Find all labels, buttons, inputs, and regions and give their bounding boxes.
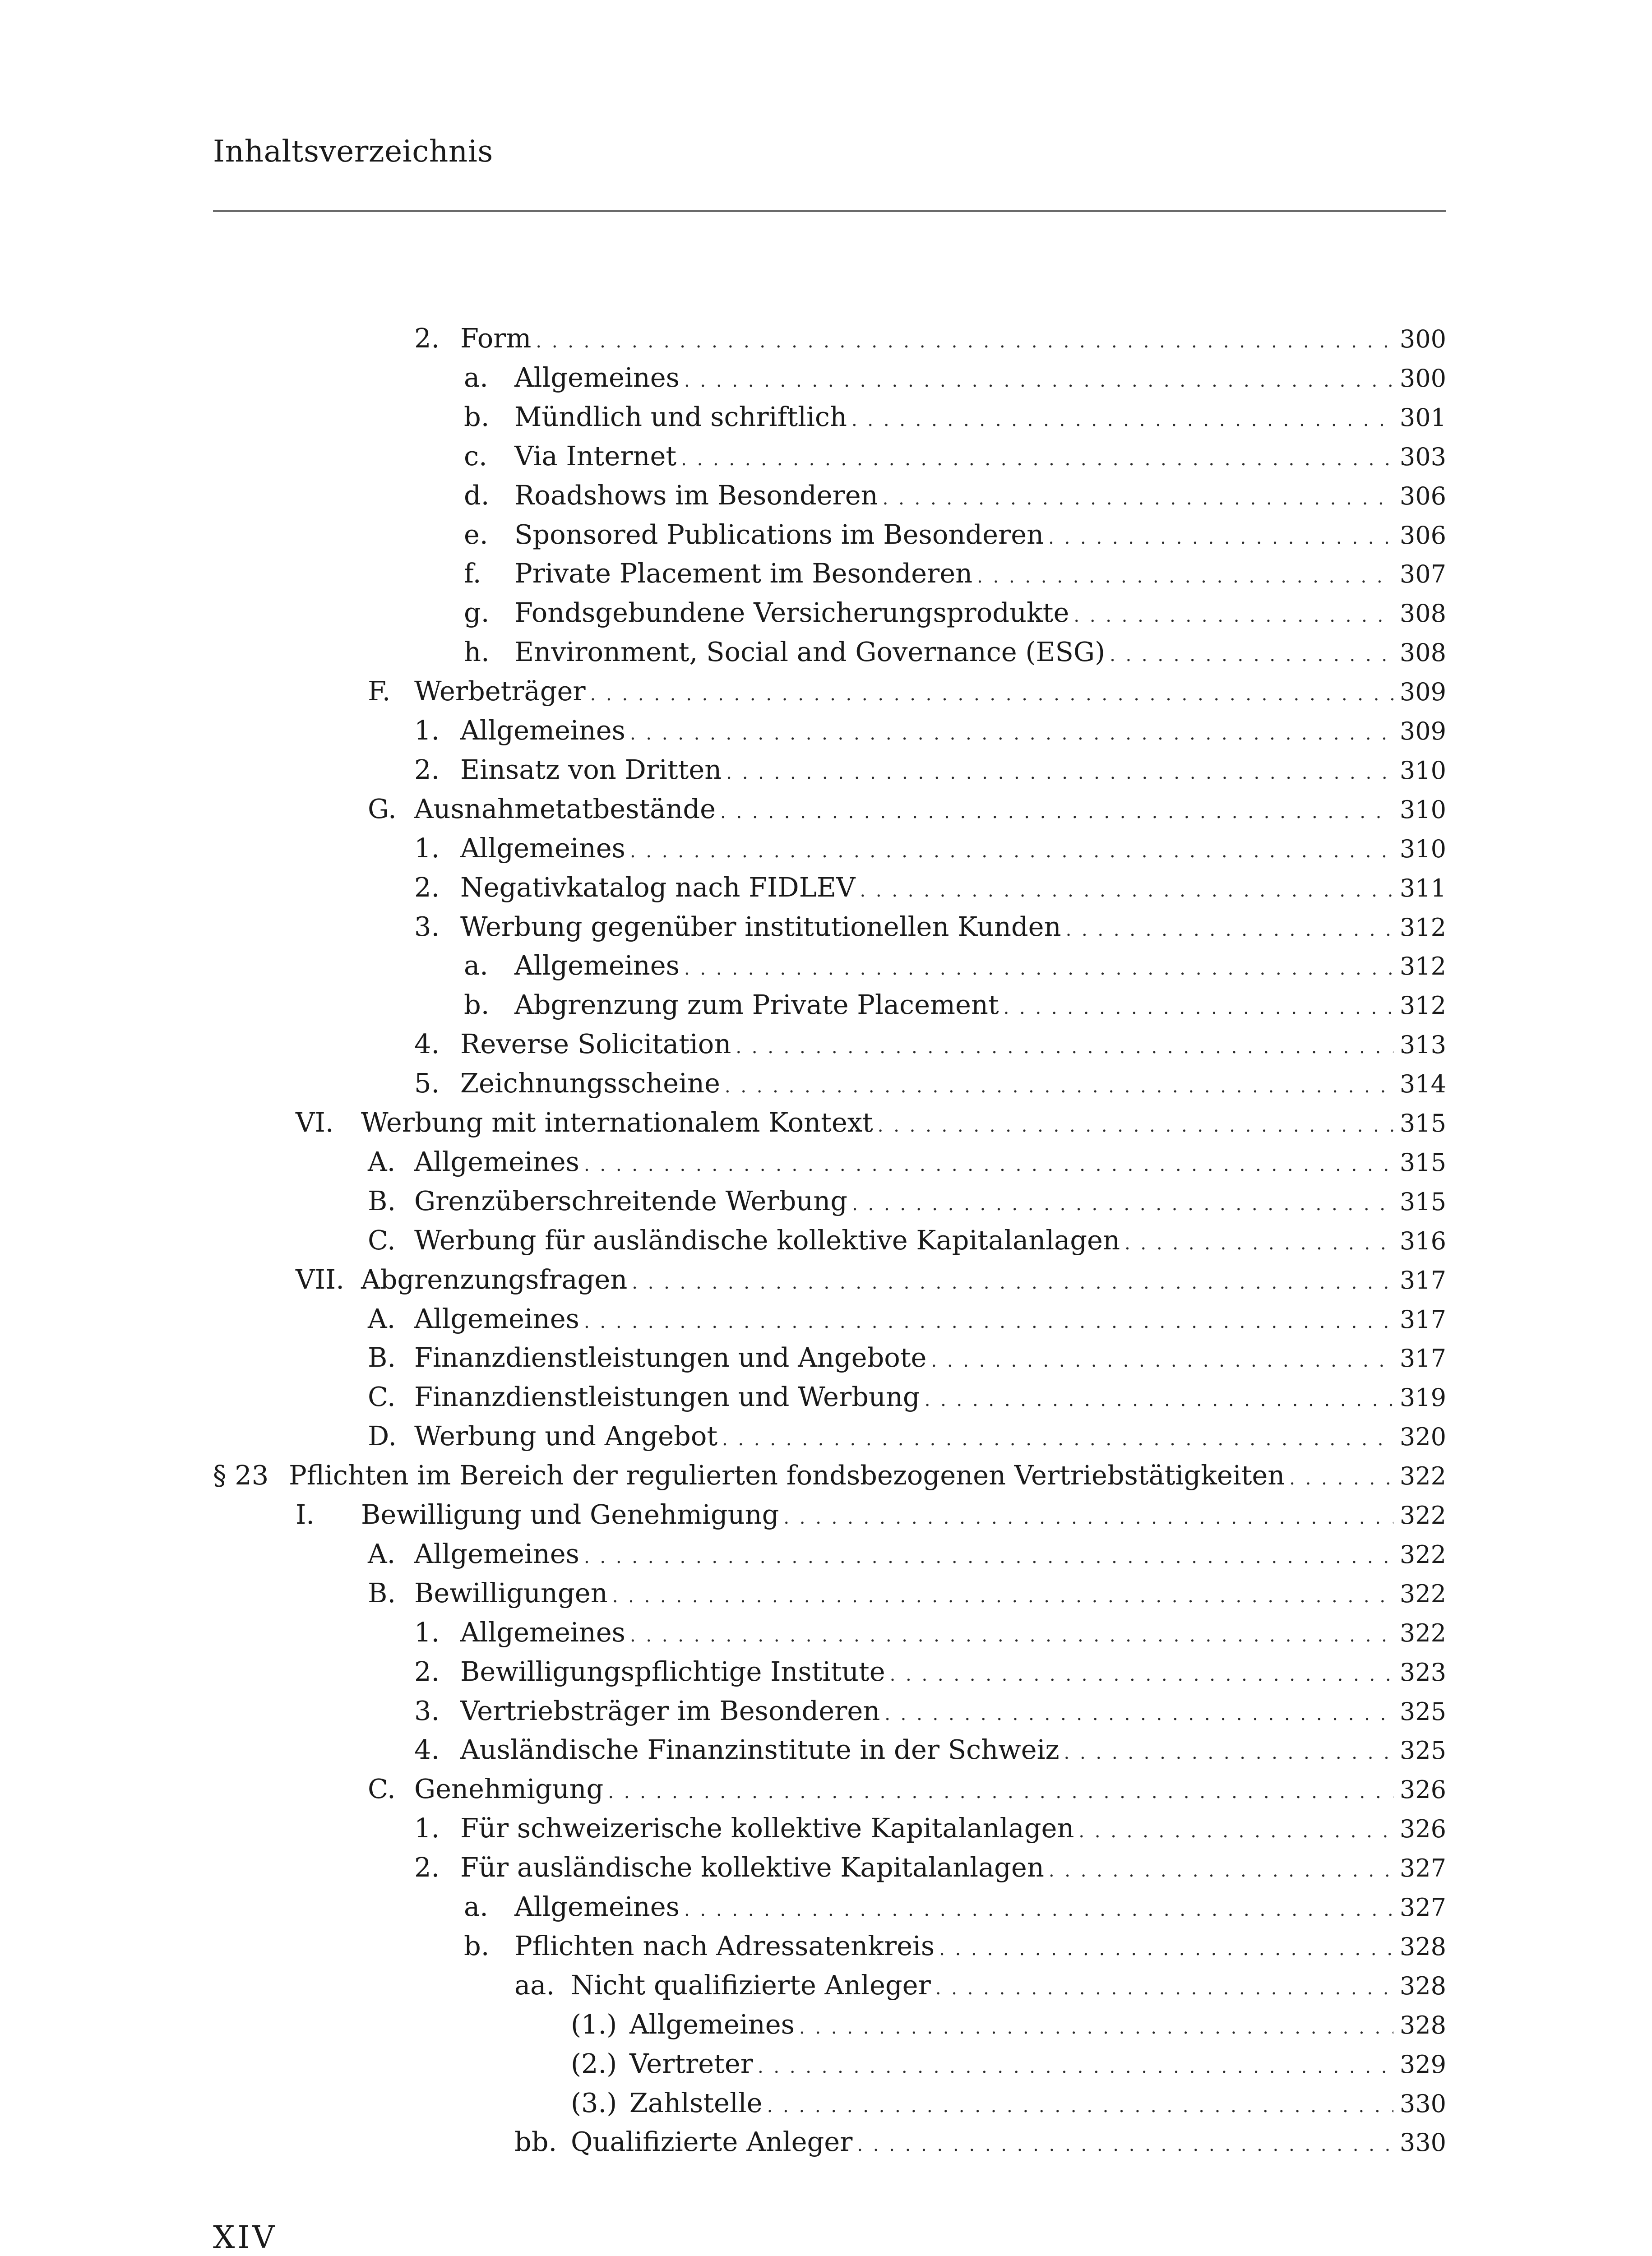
toc-entry <box>0 1693 1652 1732</box>
toc-entry-page: 326 <box>1399 1815 1446 1843</box>
toc-entry-page: 325 <box>1399 1697 1446 1726</box>
toc-entry-page: 328 <box>1399 2011 1446 2039</box>
toc-entry-page: 328 <box>1399 1972 1446 2000</box>
toc-entry <box>0 1497 1652 1536</box>
toc-entry-title: Allgemeines <box>514 1891 680 1922</box>
toc-entry-number: d. <box>464 480 490 511</box>
toc-entry-title: Werbung und Angebot <box>414 1420 718 1452</box>
dot-leader <box>684 363 1393 399</box>
toc-entry-page: 317 <box>1399 1344 1446 1373</box>
toc-entry-page: 322 <box>1399 1580 1446 1608</box>
dot-leader <box>883 481 1393 517</box>
toc-entry-title: Environment, Social and Governance (ESG) <box>514 636 1106 667</box>
toc-entry <box>0 1418 1652 1457</box>
dot-leader <box>736 1029 1393 1065</box>
dot-leader <box>851 402 1393 438</box>
toc-entry <box>0 1340 1652 1379</box>
toc-entry-page: 300 <box>1399 325 1446 353</box>
toc-entry-page: 327 <box>1399 1893 1446 1922</box>
toc-entry-number: 2. <box>414 1852 440 1883</box>
toc-entry-page: 322 <box>1399 1540 1446 1569</box>
toc-entry <box>0 1301 1652 1340</box>
toc-entry-number: 2. <box>414 1656 440 1687</box>
toc-entry-number: f. <box>464 558 481 589</box>
toc-entry-number: b. <box>464 401 490 432</box>
toc-entry-title: Vertriebsträger im Besonderen <box>460 1695 880 1726</box>
toc-entry <box>0 1654 1652 1693</box>
toc-entry-number: b. <box>464 989 490 1020</box>
toc-entry-number: 1. <box>414 832 440 864</box>
dot-leader <box>726 755 1393 791</box>
toc-entry-page: 315 <box>1399 1148 1446 1177</box>
toc-entry-title: Pflichten nach Adressatenkreis <box>514 1930 935 1961</box>
toc-entry-title: Sponsored Publications im Besonderen <box>514 519 1044 550</box>
toc-entry-page: 317 <box>1399 1305 1446 1334</box>
toc-entry-title: Bewilligungen <box>414 1577 608 1609</box>
toc-entry <box>0 1262 1652 1301</box>
toc-entry-title: Ausländische Finanzinstitute in der Schweiz <box>460 1734 1060 1765</box>
toc-entry-number: F. <box>368 675 391 707</box>
toc-entry-number: 2. <box>414 323 440 354</box>
dot-leader <box>1064 1735 1393 1771</box>
toc-entry-number: 3. <box>414 911 440 942</box>
toc-entry <box>0 1065 1652 1105</box>
dot-leader <box>1078 1813 1393 1849</box>
dot-leader <box>684 951 1393 987</box>
toc-entry-number: A. <box>368 1538 396 1569</box>
page-number: XIV <box>213 2220 278 2256</box>
dot-leader <box>630 1618 1393 1654</box>
toc-entry <box>0 320 1652 360</box>
toc-entry-number: c. <box>464 440 487 472</box>
toc-entry-page: 311 <box>1399 874 1446 902</box>
toc-entry-title: Für schweizerische kollektive Kapitalanlagen <box>460 1812 1074 1844</box>
dot-leader <box>536 324 1393 360</box>
toc-entry-number: 1. <box>414 1812 440 1844</box>
toc-entry-title: Allgemeines <box>414 1146 579 1177</box>
toc-entry-number: bb. <box>514 2126 557 2157</box>
toc-entry-title: Allgemeines <box>414 1303 579 1334</box>
toc-entry-title: Allgemeines <box>414 1538 579 1569</box>
toc-entry-number: e. <box>464 519 488 550</box>
dot-leader <box>684 1892 1393 1928</box>
toc-entry-page: 310 <box>1399 756 1446 785</box>
toc-entry-title: Allgemeines <box>460 832 625 864</box>
toc-entry-title: Finanzdienstleistungen und Angebote <box>414 1342 927 1373</box>
toc-entry-title: Nicht qualifizierte Anleger <box>571 1969 931 2001</box>
dot-leader <box>612 1578 1393 1614</box>
toc-entry-page: 327 <box>1399 1854 1446 1882</box>
toc-entry <box>0 2085 1652 2124</box>
toc-entry-title: Allgemeines <box>514 362 680 393</box>
toc-entry-page: 308 <box>1399 638 1446 667</box>
toc-entry <box>0 360 1652 399</box>
toc-entry <box>0 791 1652 830</box>
toc-entry <box>0 634 1652 673</box>
toc-entry <box>0 1379 1652 1418</box>
dot-leader <box>977 559 1393 595</box>
toc-entry-number: C. <box>368 1225 396 1256</box>
toc-entry-number: aa. <box>514 1969 555 2001</box>
toc-entry-page: 307 <box>1399 560 1446 588</box>
toc-entry <box>0 1183 1652 1222</box>
toc-entry-page: 309 <box>1399 717 1446 745</box>
dot-leader <box>584 1304 1393 1340</box>
toc-entry-page: 310 <box>1399 835 1446 863</box>
toc-entry-title: Allgemeines <box>514 950 680 981</box>
toc-entry <box>0 987 1652 1026</box>
toc-entry-page: 322 <box>1399 1501 1446 1530</box>
dot-leader <box>1004 990 1393 1026</box>
dot-leader <box>720 794 1393 830</box>
toc-entry <box>0 2124 1652 2163</box>
toc-entry-number: G. <box>368 793 397 824</box>
toc-entry-number: 2. <box>414 872 440 903</box>
toc-entry-title: Abgrenzung zum Private Placement <box>514 989 999 1020</box>
dot-leader <box>590 676 1393 712</box>
toc-entry-title: Finanzdienstleistungen und Werbung <box>414 1381 920 1412</box>
toc-entry-page: 309 <box>1399 678 1446 706</box>
dot-leader <box>722 1421 1393 1457</box>
toc-entry-number: § 23 <box>213 1460 269 1491</box>
toc-entry-page: 314 <box>1399 1070 1446 1098</box>
toc-entry <box>0 909 1652 948</box>
toc-entry <box>0 1614 1652 1654</box>
toc-entry-number: I. <box>296 1499 315 1530</box>
toc-entry-title: Via Internet <box>514 440 677 472</box>
toc-entry <box>0 517 1652 556</box>
toc-entry-title: Private Placement im Besonderen <box>514 558 973 589</box>
toc-entry-page: 313 <box>1399 1031 1446 1059</box>
toc-entry-number: 1. <box>414 715 440 746</box>
toc-entry <box>0 1928 1652 1967</box>
dot-leader <box>681 441 1393 477</box>
toc-entry-number: B. <box>368 1577 396 1609</box>
toc-entry-page: 306 <box>1399 521 1446 550</box>
toc-entry-number: A. <box>368 1303 396 1334</box>
toc-entry-title: Allgemeines <box>460 715 625 746</box>
dot-leader <box>584 1539 1393 1575</box>
toc-entry-page: 319 <box>1399 1383 1446 1412</box>
toc-entry-title: Werbung für ausländische kollektive Kapitalanlagen <box>414 1225 1120 1256</box>
toc-entry-title: Abgrenzungsfragen <box>361 1264 628 1295</box>
dot-leader <box>860 873 1393 909</box>
toc-entry <box>0 1105 1652 1144</box>
toc-entry-title: Zeichnungsscheine <box>460 1068 720 1099</box>
toc-entry-title: Werbung mit internationalem Kontext <box>361 1107 873 1138</box>
toc-entry-page: 301 <box>1399 403 1446 432</box>
toc-entry <box>0 555 1652 595</box>
toc-entry-page: 325 <box>1399 1736 1446 1765</box>
toc-entry <box>0 1889 1652 1928</box>
toc-entry-page: 322 <box>1399 1462 1446 1490</box>
dot-leader <box>758 2049 1393 2085</box>
dot-leader <box>939 1931 1393 1967</box>
toc-entry-page: 316 <box>1399 1227 1446 1255</box>
toc-entry-title: Werbeträger <box>414 675 586 707</box>
toc-entry-title: Werbung gegenüber institutionellen Kunden <box>460 911 1061 942</box>
toc-entry-page: 303 <box>1399 443 1446 471</box>
toc-entry <box>0 399 1652 438</box>
dot-leader <box>1066 912 1393 948</box>
toc-entry-number: (1.) <box>571 2009 617 2040</box>
toc-entry-page: 300 <box>1399 364 1446 393</box>
dot-leader <box>1110 637 1393 673</box>
toc-entry <box>0 477 1652 517</box>
toc-entry-number: D. <box>368 1420 397 1452</box>
dot-leader <box>725 1068 1393 1105</box>
toc-entry-number: 3. <box>414 1695 440 1726</box>
toc-entry <box>0 2006 1652 2046</box>
toc-entry-number: B. <box>368 1185 396 1216</box>
toc-entry-number: (3.) <box>571 2087 617 2118</box>
toc-entry <box>0 1457 1652 1497</box>
toc-entry-title: Mündlich und schriftlich <box>514 401 847 432</box>
toc-entry-number: B. <box>368 1342 396 1373</box>
dot-leader <box>584 1147 1393 1183</box>
toc-entry-page: 328 <box>1399 1932 1446 1961</box>
toc-entry-title: Negativkatalog nach FIDLEV <box>460 872 856 903</box>
dot-leader <box>630 833 1393 869</box>
toc-entry <box>0 1536 1652 1575</box>
dot-leader <box>767 2088 1393 2124</box>
toc-entry <box>0 2046 1652 2085</box>
toc-entry-page: 315 <box>1399 1109 1446 1137</box>
toc-entry-number: b. <box>464 1930 490 1961</box>
toc-entry-page: 330 <box>1399 2128 1446 2157</box>
toc-entry <box>0 1575 1652 1614</box>
toc-entry-number: VI. <box>296 1107 334 1138</box>
toc-entry <box>0 438 1652 477</box>
toc-entry-title: Bewilligung und Genehmigung <box>361 1499 779 1530</box>
toc-entry <box>0 1222 1652 1262</box>
toc-entry-page: 326 <box>1399 1775 1446 1804</box>
toc-entry-page: 306 <box>1399 482 1446 510</box>
toc-entry-number: g. <box>464 597 490 628</box>
toc-entry-title: Pflichten im Bereich der regulierten fondsbezogenen Vertriebstätigkeiten <box>289 1460 1285 1491</box>
dot-leader <box>935 1970 1393 2006</box>
toc-entry <box>0 1026 1652 1065</box>
toc-entry-number: 2. <box>414 754 440 785</box>
toc-entry-page: 312 <box>1399 913 1446 942</box>
toc-entry-title: Einsatz von Dritten <box>460 754 722 785</box>
toc-entry <box>0 1732 1652 1771</box>
running-header-title: Inhaltsverzeichnis <box>213 134 493 169</box>
toc-entry <box>0 830 1652 869</box>
dot-leader <box>1048 520 1393 556</box>
toc-entry-title: Für ausländische kollektive Kapitalanlagen <box>460 1852 1044 1883</box>
toc-entry-number: a. <box>464 362 488 393</box>
toc-entry-number: C. <box>368 1381 396 1412</box>
dot-leader <box>1124 1225 1393 1262</box>
toc-entry-number: 1. <box>414 1617 440 1648</box>
toc-entry-number: A. <box>368 1146 396 1177</box>
dot-leader <box>632 1265 1393 1301</box>
toc-entry-title: Grenzüberschreitende Werbung <box>414 1185 848 1216</box>
toc-entry-page: 310 <box>1399 795 1446 824</box>
toc-entry-page: 315 <box>1399 1188 1446 1216</box>
dot-leader <box>1049 1853 1393 1889</box>
toc-entry <box>0 1144 1652 1183</box>
toc-entry-number: a. <box>464 950 488 981</box>
toc-entry <box>0 595 1652 634</box>
dot-leader <box>1074 598 1393 634</box>
toc-entry-title: Form <box>460 323 532 354</box>
toc-entry-number: 4. <box>414 1028 440 1059</box>
toc-entry-page: 320 <box>1399 1423 1446 1451</box>
toc-entry-number: VII. <box>296 1264 344 1295</box>
dot-leader <box>925 1382 1393 1418</box>
toc-entry-number: C. <box>368 1773 396 1804</box>
dot-leader <box>608 1774 1393 1810</box>
toc-entry <box>0 1967 1652 2006</box>
toc-entry-title: Allgemeines <box>629 2009 795 2040</box>
dot-leader <box>890 1657 1393 1693</box>
toc-entry-title: Genehmigung <box>414 1773 604 1804</box>
dot-leader <box>857 2127 1393 2163</box>
toc-entry <box>0 673 1652 712</box>
toc-entry-title: Fondsgebundene Versicherungsprodukte <box>514 597 1069 628</box>
toc-entry-page: 308 <box>1399 599 1446 628</box>
dot-leader <box>799 2010 1393 2046</box>
toc-entry-title: Vertreter <box>629 2048 753 2079</box>
toc-entry <box>0 712 1652 752</box>
toc-entry-title: Ausnahmetatbestände <box>414 793 716 824</box>
dot-leader <box>852 1186 1393 1222</box>
toc-entry <box>0 948 1652 987</box>
toc-entry <box>0 1849 1652 1889</box>
toc-entry-title: Reverse Solicitation <box>460 1028 731 1059</box>
dot-leader <box>931 1343 1393 1379</box>
dot-leader <box>878 1108 1393 1144</box>
toc-entry <box>0 752 1652 791</box>
toc-entry-title: Allgemeines <box>460 1617 625 1648</box>
toc-entry-page: 323 <box>1399 1658 1446 1687</box>
toc-entry <box>0 1810 1652 1849</box>
toc-entry-page: 317 <box>1399 1266 1446 1294</box>
toc-entry-title: Qualifizierte Anleger <box>571 2126 853 2157</box>
dot-leader <box>1289 1461 1393 1497</box>
dot-leader <box>884 1696 1393 1732</box>
toc-entry-title: Bewilligungspflichtige Institute <box>460 1656 885 1687</box>
toc-entry-page: 329 <box>1399 2050 1446 2079</box>
header-divider <box>213 210 1446 212</box>
dot-leader <box>783 1500 1393 1536</box>
toc-entry-page: 312 <box>1399 952 1446 980</box>
toc-entry-number: 4. <box>414 1734 440 1765</box>
toc-entry-number: h. <box>464 636 490 667</box>
dot-leader <box>630 716 1393 752</box>
toc-entry-number: 5. <box>414 1068 440 1099</box>
toc-entry-page: 312 <box>1399 991 1446 1020</box>
toc-entry <box>0 869 1652 909</box>
toc-entry-page: 322 <box>1399 1619 1446 1647</box>
toc-entry-number: a. <box>464 1891 488 1922</box>
toc-entry-title: Zahlstelle <box>629 2087 763 2118</box>
toc-entry-page: 330 <box>1399 2090 1446 2118</box>
toc-entry-number: (2.) <box>571 2048 617 2079</box>
toc-entry-title: Roadshows im Besonderen <box>514 480 878 511</box>
toc-entry <box>0 1771 1652 1810</box>
